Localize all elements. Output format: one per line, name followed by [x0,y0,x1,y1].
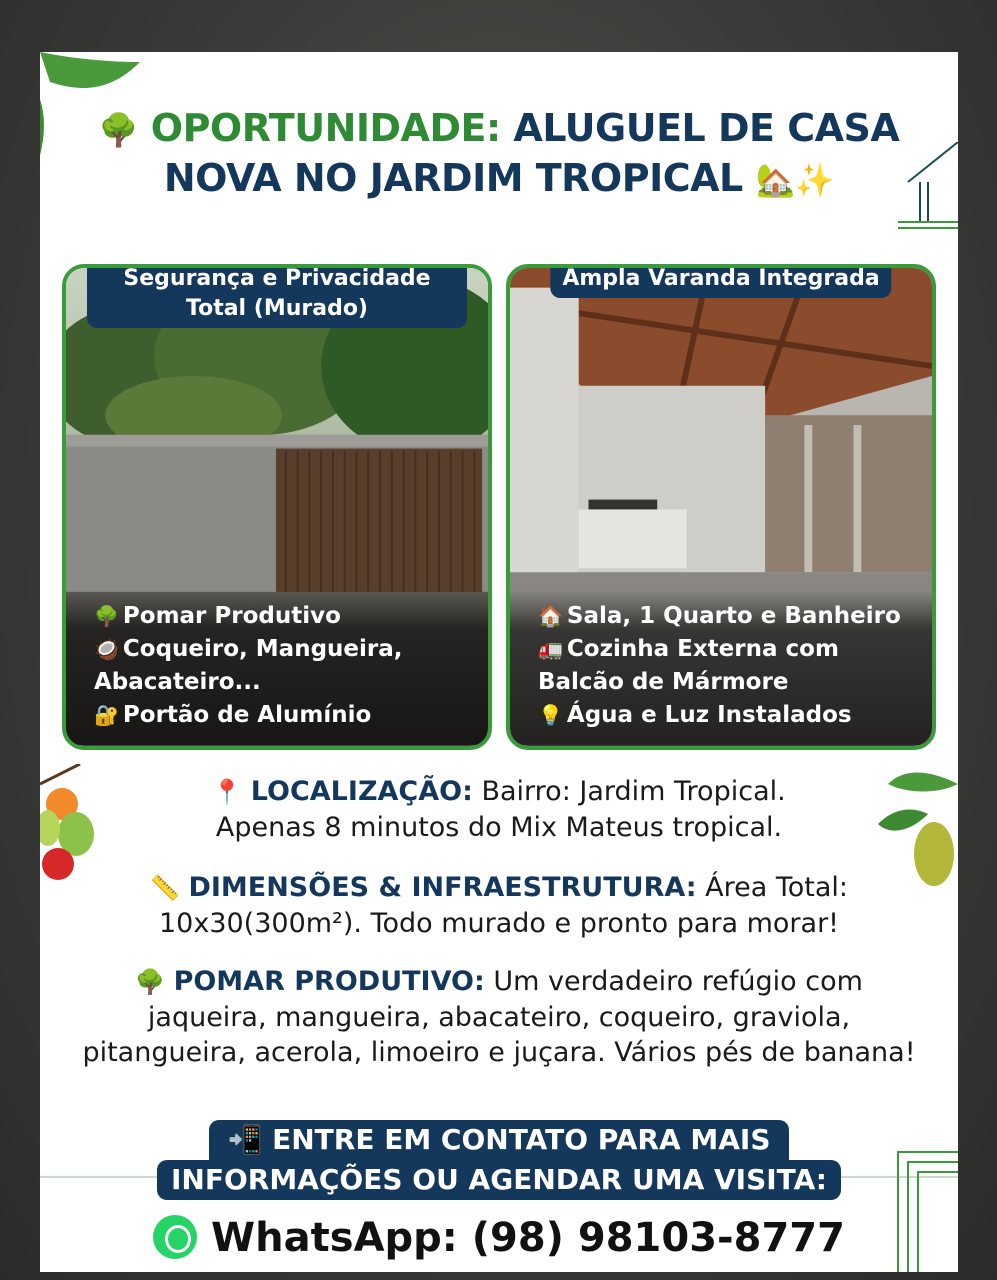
feature-item: 🔐 Portão de Alumínio [94,702,372,728]
feature-item: 🏠 Sala, 1 Quarto e Banheiro [538,603,901,629]
feature-item: 💡 Água e Luz Instalados [538,702,852,728]
truck-icon: 🚛 [538,637,563,661]
ruler-icon: 📏 [149,874,180,902]
contact-banner: 📲 ENTRE EM CONTATO PARA MAIS INFORMAÇÕES OU AGENDAR UMA VISITA: [134,1120,864,1200]
house-icon: 🏠 [538,604,563,628]
page-title [40,104,958,204]
card-right-features [510,590,932,746]
card-right-label: Ampla Varanda Integrada [550,264,891,298]
feature-item: 🚛 Cozinha Externa com Balcão de Mármore [538,636,839,695]
card-left-label: Segurança e Privacidade Total (Murado) [87,264,467,328]
whatsapp-icon [153,1215,197,1259]
coconut-icon: 🥥 [94,637,119,661]
whatsapp-number[interactable]: WhatsApp: (98) 98103-8777 [211,1215,845,1261]
dimensions-label: DIMENSÕES & INFRAESTRUTURA: [188,872,697,903]
lock-key-icon: 🔐 [94,703,119,727]
pin-icon: 📍 [212,778,243,806]
title-line2: NOVA NO JARDIM TROPICAL [163,156,743,200]
feature-item: 🌳 Pomar Produtivo [94,603,341,629]
orchard-section: 🌳 POMAR PRODUTIVO: Um verdadeiro refúgio com jaqueira, mangueira, abacateiro, coqueiro, graviola, pitangueira, acerola, limoeiro e juçara. Vários pés de banana! [82,966,916,1068]
card-wall-gate [62,264,492,750]
title-line1: ALUGUEL DE CASA [513,106,900,150]
location-section: 📍 LOCALIZAÇÃO: Bairro: Jardim Tropical. Apenas 8 minutos do Mix Mateus tropical. [212,776,786,843]
sparkles-icon: ✨ [794,161,835,199]
location-label: LOCALIZAÇÃO: [250,776,473,807]
tree-icon: 🌳 [135,968,165,996]
rental-flyer [40,52,958,1272]
dimensions-section: 📏 DIMENSÕES & INFRAESTRUTURA: Área Total: 10x30(300m²). Todo murado e pronto para morar! [149,872,849,939]
tree-icon: 🌳 [94,604,119,628]
title-highlight: OPORTUNIDADE: [150,106,501,150]
feature-item: 🥥 Coqueiro, Mangueira, Abacateiro... [94,636,403,695]
tree-icon: 🌳 [98,111,139,149]
phone-icon: 📲 [227,1123,263,1156]
house-icon: 🏡 [755,161,795,199]
lightbulb-icon: 💡 [538,703,563,727]
card-left-features [66,590,488,746]
card-veranda [506,264,936,750]
orchard-label: POMAR PRODUTIVO: [173,966,485,997]
whatsapp-contact[interactable] [40,1212,958,1264]
